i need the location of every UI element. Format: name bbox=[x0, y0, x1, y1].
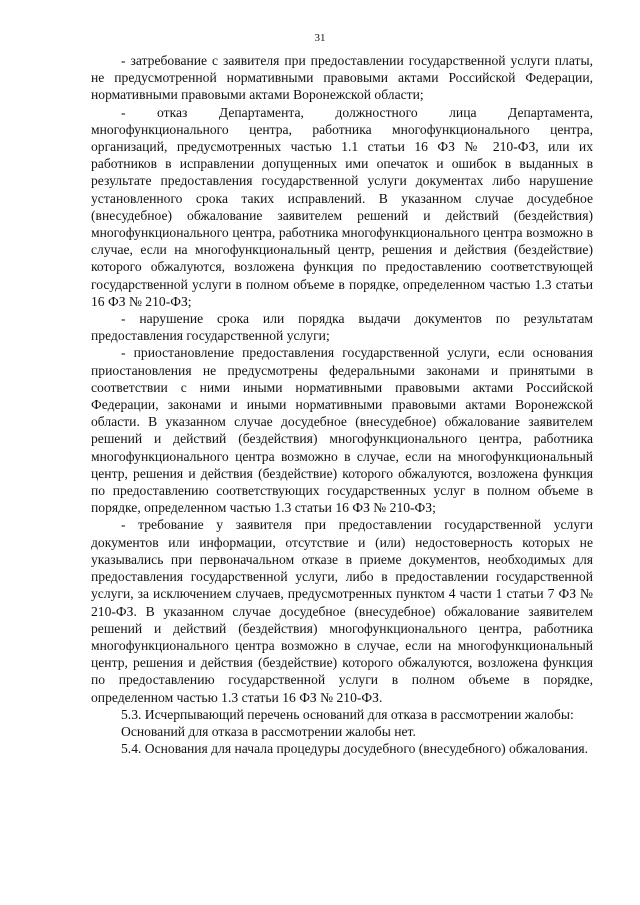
paragraph-document-demand: - требование у заявителя при предоставлении государственной услуги документов или информации, отсутствие и (или) недостоверность которых не указывались при первоначальном отказе в приеме документов, необходимых для предоставления государственной услуги, либо в предоставлении государственной услуги, за исключением случаев, предусмотренных пунктом 4 части 1 статьи 7 ФЗ № 210-ФЗ. В указанном случае досудебное (внесудебное) обжалование заявителем решений и действий (бездействия) многофункционального центра, работника многофункционального центра возможно в случае, если на многофункциональный центр, решения и действия (бездействие) которого обжалуются, возложена функция по предоставлению государственной услуги в полном объеме в порядке, определенном частью 1.3 статьи 16 ФЗ № 210-ФЗ. bbox=[91, 517, 593, 705]
paragraph-correction-refusal: - отказ Департамента, должностного лица Департамента, многофункционального центра, работника многофункционального центра, организаций, предусмотренных частью 1.1 статьи 16 ФЗ № 210-ФЗ, или их работников в исправлении допущенных ими опечаток и ошибок в выданных в результате предоставления государственной услуги документах либо нарушение установленного срока таких исправлений. В указанном случае досудебное (внесудебное) обжалование заявителем решений и действий (бездействия) многофункционального центра, работника многофункционального центра возможно в случае, если на многофункциональный центр, решения и действия (бездействие) которого обжалуются, возложена функция по предоставлению соответствующей государственной услуги в полном объеме в порядке, определенном частью 1.3 статьи 16 ФЗ № 210-ФЗ; bbox=[91, 104, 593, 309]
section-5-4-heading: 5.4. Основания для начала процедуры досудебного (внесудебного) обжалования. bbox=[121, 741, 589, 757]
section-5-3-text: Оснований для отказа в рассмотрении жалобы нет. bbox=[121, 723, 416, 739]
paragraph-suspension: - приостановление предоставления государственной услуги, если основания приостановления не предусмотрены федеральными законами и принятыми в соответствии с ними иными нормативными правовыми актами Российской Федерации, законами и иными нормативными правовыми актами Воронежской области. В указанном случае досудебное (внесудебное) обжалование заявителем решений и действий (бездействия) многофункционального центра, работника многофункционального центра возможно в случае, если на многофункциональный центр, решения и действия (бездействие) которого обжалуются, возложена функция по предоставлению соответствующих государственных услуг в полном объеме в порядке, определенном частью 1.3 статьи 16 ФЗ № 210-ФЗ; bbox=[91, 345, 593, 516]
page-number: 31 bbox=[314, 32, 326, 44]
section-5-3-heading: 5.3. Исчерпывающий перечень оснований для отказа в рассмотрении жалобы: bbox=[121, 706, 574, 722]
paragraph-deadline-violation: - нарушение срока или порядка выдачи документов по результатам предоставления государственной услуги; bbox=[91, 311, 593, 344]
document-body bbox=[91, 52, 593, 757]
paragraph-fee-demand: - затребование с заявителя при предоставлении государственной услуги платы, не предусмотренной нормативными правовыми актами Российской Федерации, нормативными правовыми актами Воронежской области; bbox=[91, 53, 593, 103]
